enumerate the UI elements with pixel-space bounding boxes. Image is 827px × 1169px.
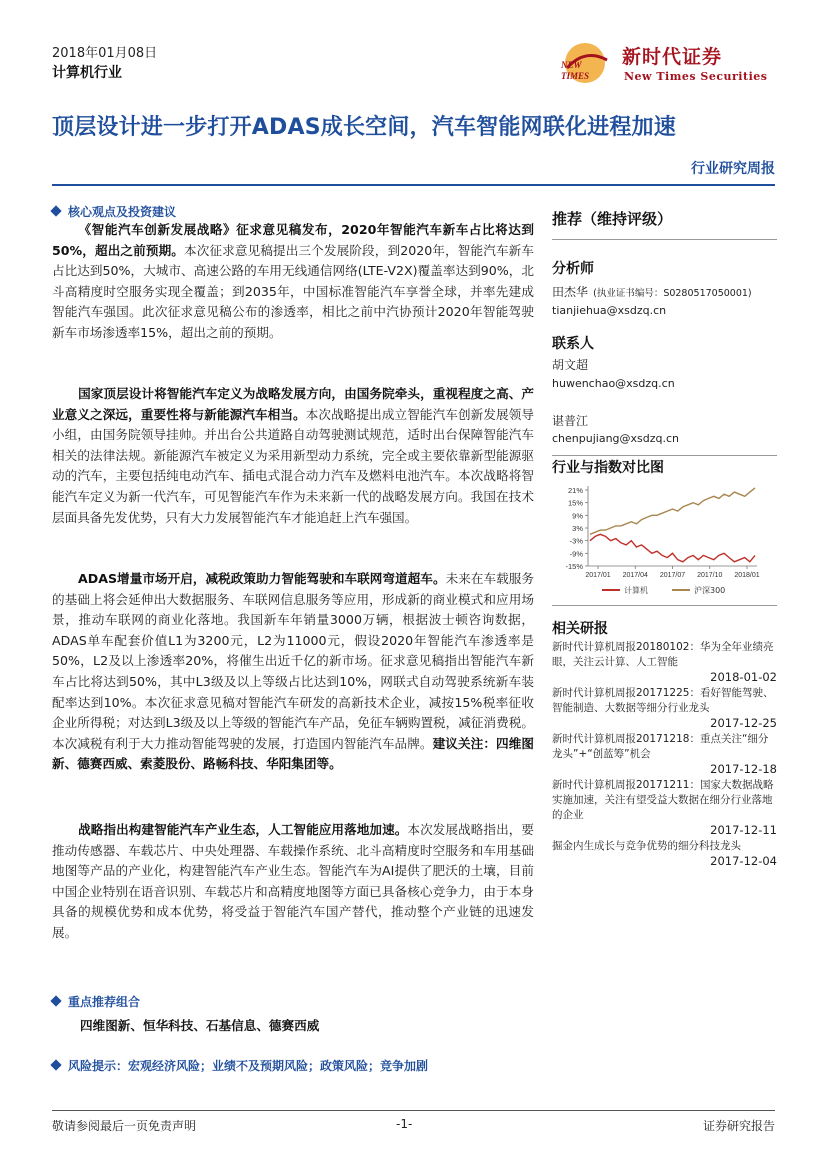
footer-disclaimer: 敬请参阅最后一页免责声明 (52, 1119, 197, 1133)
related-title: 新时代计算机周报20171218：重点关注“细分龙头”+“创蓝筹”机会 (552, 733, 769, 760)
paragraph-3: ADAS增量市场开启，减税政策助力智能驾驶和车联网弯道超车。未来在车载服务的基础上将会延伸出大数据服务、车联网信息服务等应用，形成新的商业模式和应用场景，推动车联网的商业化落地。我国新车年销量3000万辆，根据波士顿咨询数据，ADAS单车配套价值L1为3200元，L2为11000元，假设2020年智能汽车渗透率是50%，L2及以上渗透率20%，将催生出近千亿的新市场。征求意见稿指出智能汽车新车占比将达到50%，其中L3级及以上等级占比达到10%，网联式自动驾驶系统新车装配率达到10%。本次征求意见稿对智能汽车研发的高新技术企业，减按15%税率征收企业所得税；对达到L3级及以上等级的智能汽车产品，免征车辆购置税，减征消费税。本次减税有利于大力推动智能驾驶的发展，打造国内智能汽车品牌。建议关注：四维图新、德赛西威、索菱股份、路畅科技、华阳集团等。 (52, 571, 535, 772)
y-tick-label: 15% (567, 498, 583, 508)
related-date: 2018-01-02 (710, 670, 777, 684)
x-tick-label: 2017/04 (622, 572, 648, 579)
report-type: 行业研究周报 (691, 161, 775, 177)
paragraph-2: 国家顶层设计将智能汽车定义为战略发展方向，由国务院牵头，重视程度之高、产业意义之深远，重要性将与新能源汽车相当。本次战略提出成立智能汽车创新发展领导小组，由国务院领导挂帅。并出台公共道路自动驾驶测试规范，适时出台保障智能汽车相关的法律法规。新能源汽车被定义为采用新型动力系统，完全或主要依靠新型能源驱动的汽车，主要包括纯电动汽车、插电式混合动力汽车及燃料电池汽车。本次战略将智能汽车定义为新一代汽车，可见智能汽车作为未来新一代的战略发展方向。我国在技术层面具备先发优势，只有大力发展智能汽车才能追赶上汽车强国。 (52, 386, 535, 525)
contacts-heading: 联系人 (552, 336, 594, 352)
footer-report-label: 证券研究报告 (702, 1119, 775, 1133)
risk-text: 宏观经济风险；业绩不及预期风险；政策风险；竞争加剧 (128, 1059, 429, 1073)
analyst-cert: (执业证书编号：S0280517050001) (593, 288, 752, 299)
related-title: 新时代计算机周报20171225：看好智能驾驶、智能制造、大数据等细分行业龙头 (552, 687, 774, 714)
x-tick-label: 2017/07 (659, 572, 686, 579)
risk-section: 风险提示：宏观经济风险；业绩不及预期风险；政策风险；竞争加剧 (52, 1057, 428, 1074)
y-tick-label: -3% (569, 536, 583, 546)
comparison-chart (552, 480, 777, 600)
core-view-heading: 核心观点及投资建议 (52, 203, 176, 220)
related-title: 新时代计算机周报20180102：华为全年业绩亮眼，关注云计算、人工智能 (552, 641, 774, 668)
related-item[interactable] (552, 686, 777, 730)
diamond-bullet-icon (50, 995, 61, 1006)
related-heading: 相关研报 (552, 621, 608, 637)
related-date: 2017-12-18 (710, 762, 777, 776)
rating-label: 推荐（维持评级） (552, 210, 673, 228)
report-date: 2018年01月08日 (52, 46, 158, 61)
legend-label: 计算机 (624, 586, 648, 595)
x-tick-label: 2018/01 (734, 572, 760, 579)
svg-text:TIMES: TIMES (561, 71, 590, 81)
diamond-bullet-icon (50, 205, 61, 216)
related-title: 掘金内生成长与竞争优势的细分科技龙头 (552, 840, 741, 852)
contact-2-email[interactable]: chenpujiang@xsdzq.cn (552, 432, 680, 445)
chart-title: 行业与指数对比图 (552, 460, 664, 476)
y-tick-label: -15% (565, 562, 583, 571)
series-line-computer (590, 534, 755, 562)
x-tick-label: 2017/01 (585, 572, 611, 579)
related-list (552, 640, 777, 868)
analyst-heading: 分析师 (552, 261, 594, 277)
report-title: 顶层设计进一步打开ADAS成长空间，汽车智能网联化进程加速 (52, 115, 676, 140)
contact-2-name: 谌普江 (552, 414, 589, 428)
related-title: 新时代计算机周报20171211：国家大数据战略实施加速，关注有望受益大数据在细分行业落地的企业 (552, 779, 774, 821)
logo-company-name: 新时代证券 (622, 46, 723, 68)
paragraph-4: 战略指出构建智能汽车产业生态，人工智能应用落地加速。本次发展战略指出，要推动传感器、车载芯片、中央处理器、车载操作系统、北斗高精度时空服务和车用基础地图等产品的产业化，构建智能汽车产业生态。智能汽车为AI提供了肥沃的土壤，目前中国企业特别在语音识别、车载芯片和高精度地图等方面已具备核心竞争力，由于本身具备的规模优势和成本优势，将受益于智能汽车国产替代，推动整个产业链的迅速发展。 (52, 822, 535, 940)
x-tick-label: 2017/10 (697, 572, 723, 579)
related-item[interactable] (552, 732, 777, 776)
contact-1-email[interactable]: huwenchao@xsdzq.cn (552, 377, 675, 390)
portfolio-heading: 重点推荐组合 (52, 993, 140, 1010)
footer-divider (52, 1110, 775, 1111)
portfolio-stocks: 四维图新、恒华科技、石基信息、德赛西威 (80, 1018, 320, 1033)
header-divider (52, 184, 775, 186)
logo-company-name-en: New Times Securities (624, 70, 768, 83)
industry-label: 计算机行业 (52, 65, 122, 81)
page-number: -1- (396, 1117, 413, 1131)
y-tick-label: -9% (569, 549, 583, 559)
analyst-email[interactable]: tianjiehua@xsdzq.cn (552, 304, 667, 317)
contact-1-name: 胡文超 (552, 358, 589, 372)
paragraph-1: 《智能汽车创新发展战略》征求意见稿发布，2020年智能汽车新车占比将达到50%，超出之前预期。本次征求意见稿提出三个发展阶段，到2020年，智能汽车新车占比达到50%，大城市、高速公路的车用无线通信网络(LTE-V2X)覆盖率达到90%，北斗高精度时空服务实现全覆盖；到2035年，中国标准智能汽车享誉全球，并率先建成智能汽车强国。此次征求意见稿公布的渗透率，相比之前中汽协预计2020年智能驾驶新车市场渗透率15%，超出之前的预期。 (52, 222, 534, 340)
related-item[interactable] (552, 839, 777, 868)
y-tick-label: 3% (572, 524, 583, 533)
diamond-bullet-icon (50, 1059, 61, 1070)
legend-label: 沪深300 (694, 586, 726, 595)
sidebar (552, 208, 777, 456)
series-line-hs300 (590, 488, 755, 534)
related-date: 2017-12-04 (710, 854, 777, 868)
logo-mark-text: NEW (561, 60, 582, 70)
related-item[interactable] (552, 778, 777, 837)
y-tick-label: 9% (572, 511, 583, 521)
analyst-name: 田杰华 (552, 285, 589, 299)
related-date: 2017-12-25 (710, 716, 777, 730)
related-item[interactable] (552, 640, 777, 684)
related-date: 2017-12-11 (710, 823, 777, 837)
y-tick-label: 21% (567, 486, 583, 495)
